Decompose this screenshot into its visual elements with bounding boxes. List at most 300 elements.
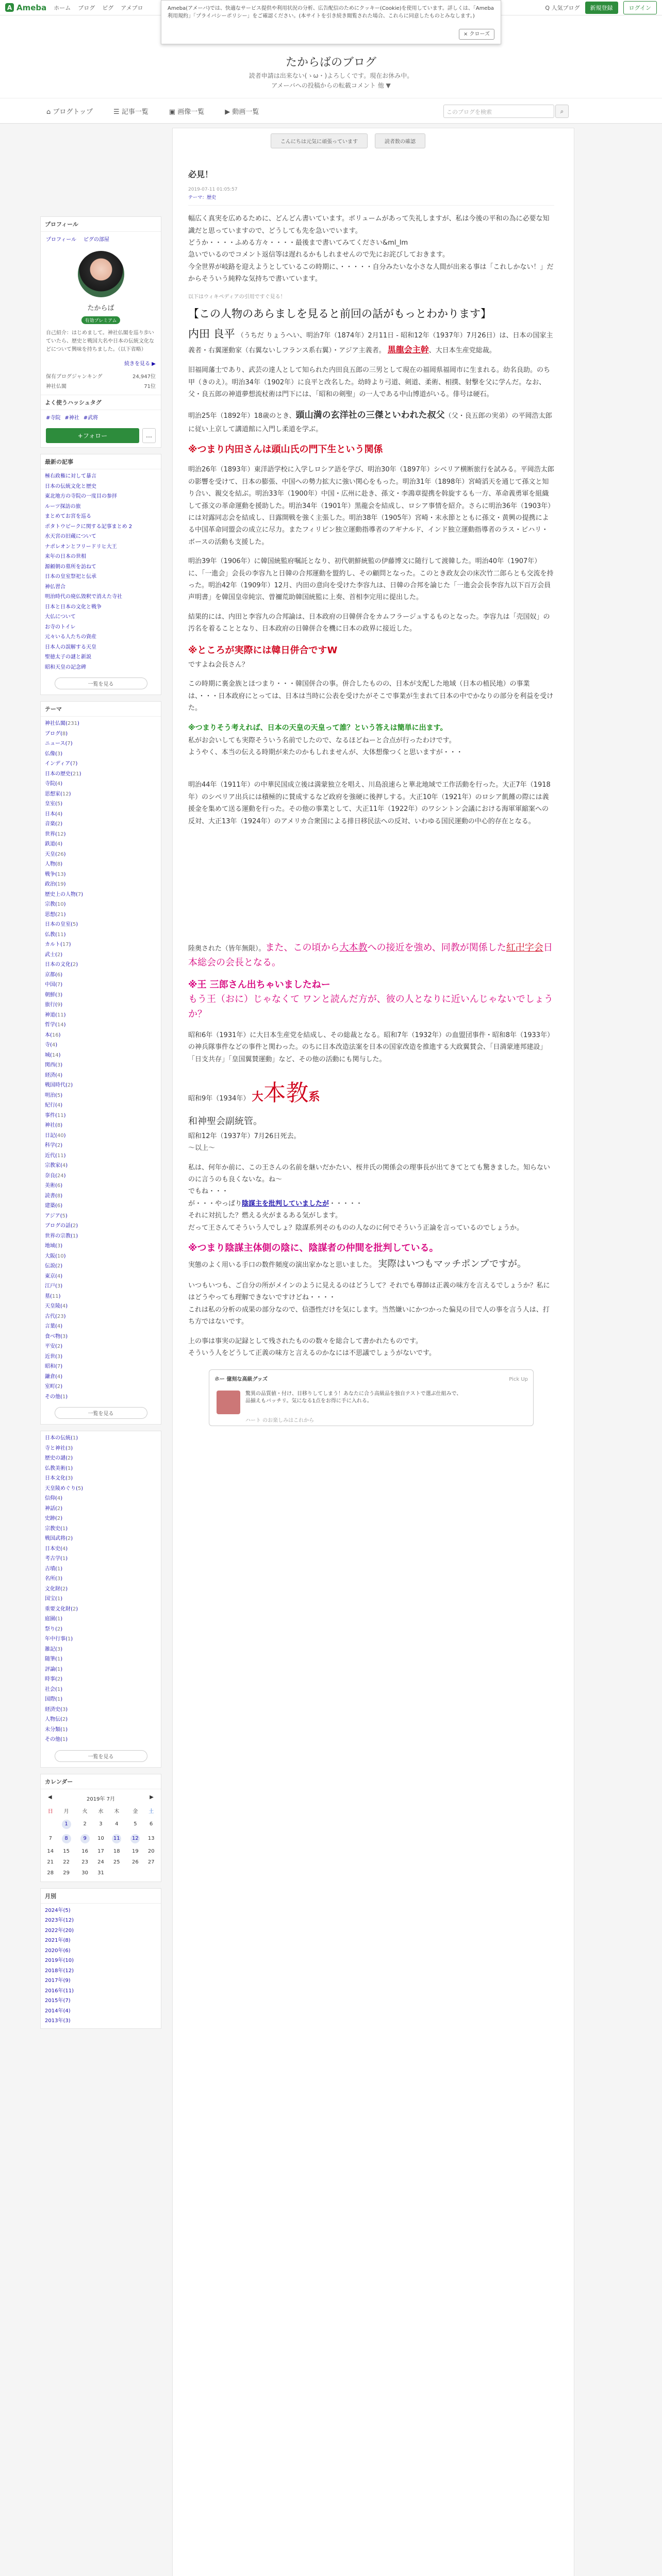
list-item[interactable]: 科学(2)	[45, 1143, 63, 1148]
recent-more-button[interactable]: 一覧を見る	[55, 677, 147, 689]
list-item[interactable]: 建築(6)	[45, 1203, 63, 1209]
genre-ranking-label: 神社仏閣	[46, 384, 67, 389]
profile-tab[interactable]: プロフィール	[46, 237, 76, 243]
list-item[interactable]: 事件(11)	[45, 1112, 66, 1118]
highlight-red-link[interactable]: 紅卍字会	[506, 942, 543, 954]
paragraph-text: 私は、何年か前に、この王さんの名前を継いだかたい、桜井氏の関係会の理事長が出てきてとても驚きました。知らないのに言うのも良くないな。ね～	[188, 1163, 551, 1183]
list-item[interactable]: 時事(2)	[45, 1676, 63, 1682]
list-item[interactable]: ニュース(7)	[45, 741, 73, 747]
list-item[interactable]: アジア(5)	[45, 1213, 68, 1219]
list-item[interactable]: 日本文化(3)	[45, 1476, 73, 1481]
list-item-label: 城	[45, 1052, 50, 1058]
blog-search-input[interactable]: このブログを検索	[443, 105, 554, 118]
list-item[interactable]: 世界の宗教(1)	[45, 1233, 78, 1239]
blog-title[interactable]: たからばのブログ	[285, 56, 376, 69]
profile-name[interactable]: たからば	[87, 304, 114, 312]
nav-article-list[interactable]	[113, 106, 148, 116]
list-item[interactable]: 雑記(3)	[45, 1646, 63, 1652]
calendar-day-number[interactable]: 12	[130, 1834, 140, 1843]
list-item[interactable]: 日本の伝統文化と歴史	[45, 483, 96, 489]
calendar-day-number[interactable]: 8	[62, 1834, 71, 1843]
list-item-count: 5	[62, 1213, 65, 1219]
list-item[interactable]: 世界(12)	[45, 831, 66, 837]
list-item[interactable]: 戦争(13)	[45, 871, 66, 877]
list-item[interactable]: 神話(2)	[45, 1505, 63, 1512]
list-item[interactable]: 日本の皇室祭祀と伝承	[45, 574, 96, 580]
list-item[interactable]: 関西(3)	[45, 1062, 63, 1068]
highlight-pink-link[interactable]: 大本教	[339, 942, 368, 954]
list-item-count: 1	[57, 1566, 61, 1572]
list-item[interactable]: 平安(2)	[45, 1344, 63, 1349]
list-item[interactable]: 古代(23)	[45, 1313, 66, 1319]
list-item[interactable]: 日記(40)	[45, 1132, 66, 1139]
list-item[interactable]: 極右政権に対して暴言	[45, 473, 96, 479]
list-item[interactable]: ルーツ探訪の旅	[45, 503, 81, 510]
blog-description-line2: アメーバへの投稿からの転載コメント 他 ▼	[271, 82, 391, 90]
cookie-banner-text: Ameba(アメーバ)では、快適なサービス提供や利用状況の分析、広告配信のためにクッキー(Cookie)を使用しています。詳しくは、「Ameba利用規約」「プライバシーポリシー」をご確認ください。(本サイトを引き続き閲覧された場合、これらに同意したものとみなします。)	[168, 6, 494, 19]
list-item[interactable]: 日本の伝統(1)	[45, 1435, 78, 1441]
list-item[interactable]: 源頼朝の墓所を訪ねて	[45, 564, 96, 570]
calendar-weekday: 水	[98, 1808, 104, 1815]
calendar-day-number: 28	[47, 1870, 54, 1876]
ameba-logo-text: Ameba	[16, 3, 47, 12]
list-item[interactable]: 日本の皇室(5)	[45, 922, 78, 927]
list-item-label: 名所	[45, 1576, 55, 1582]
list-item[interactable]: 国際(1)	[45, 1697, 63, 1702]
list-item[interactable]: 東北地方の寺院の一度目の参拝	[45, 494, 117, 499]
calendar-day-number: 26	[132, 1859, 139, 1865]
article-theme[interactable]: テーマ：歴史	[188, 195, 217, 200]
article-paragraph	[188, 1256, 554, 1273]
list-item[interactable]: 政治(19)	[45, 882, 66, 887]
list-item[interactable]: 音楽(2)	[45, 821, 63, 827]
list-item-label: 鎌倉	[45, 1374, 55, 1380]
list-item-count: 7	[67, 741, 71, 747]
list-item-count: 17	[62, 942, 69, 947]
list-item-count: 14	[57, 1022, 64, 1028]
list-item[interactable]: 大仏について	[45, 614, 76, 620]
popular-blog-link[interactable]: Q 人気ブログ	[545, 4, 580, 11]
list-item[interactable]: 人物(8)	[45, 861, 63, 867]
list-item[interactable]: お寺のトイレ	[45, 624, 76, 630]
global-nav-home[interactable]: ホーム	[54, 4, 71, 11]
list-item[interactable]: 2014年(4)	[45, 2008, 71, 2014]
highlight-note: ※王 三郎さん出ちゃいましたねー	[188, 979, 330, 990]
list-item-count: 6	[57, 1203, 61, 1209]
calendar-day	[57, 1857, 76, 1868]
list-item-count: 2	[72, 962, 76, 968]
list-item-count: 24	[57, 1173, 64, 1179]
list-item-label: 世界	[45, 831, 55, 837]
calendar-day[interactable]	[126, 1832, 144, 1846]
list-item-label: 経済	[45, 1072, 55, 1078]
hashtag-item[interactable]: #神社	[64, 415, 79, 421]
list-item[interactable]: 2018年(12)	[45, 1968, 74, 1974]
list-item-count: 2	[57, 1384, 61, 1389]
paragraph-text: ・・・・・	[329, 1199, 363, 1208]
list-item[interactable]: 宗教家(4)	[45, 1163, 68, 1168]
list-item[interactable]: 思想(21)	[45, 911, 66, 918]
list-item[interactable]: カルト(17)	[45, 942, 71, 947]
list-item[interactable]: 評論(1)	[45, 1666, 63, 1672]
list-item[interactable]: 昭和(7)	[45, 1364, 63, 1369]
list-item[interactable]: ブログ(8)	[45, 731, 68, 737]
prev-month-icon[interactable]: ◀	[48, 1794, 52, 1800]
list-item[interactable]: 近世(3)	[45, 1353, 63, 1360]
calendar-day-number[interactable]: 9	[80, 1834, 90, 1843]
list-item-count: 2	[62, 1586, 66, 1592]
list-item[interactable]: 朝鮮(3)	[45, 992, 63, 998]
list-item[interactable]: 歴史の謎(2)	[45, 1455, 73, 1461]
archive-list	[41, 1904, 161, 2028]
calendar-day-number: 31	[97, 1870, 104, 1876]
list-item-count: 3	[62, 1333, 66, 1340]
list-item[interactable]: 2019年(10)	[45, 1958, 74, 1963]
paragraph-text: 今全世界が岐路を迎えようとしているこの時期に、・・・・・自分みたいな小さな人間が出来る事は「これしかない！」だからそういう純粋な気持ちで書いています。	[188, 263, 554, 283]
global-nav-blog[interactable]: ブログ	[78, 4, 95, 11]
paragraph-text: が・・・やっぱり	[188, 1199, 242, 1208]
list-item[interactable]: 重要文化財(2)	[45, 1606, 78, 1612]
calendar-day	[44, 1857, 57, 1868]
list-item-count: 5	[57, 801, 61, 807]
search-icon[interactable]: ⌕	[555, 105, 569, 118]
list-item[interactable]: 神道(11)	[45, 1012, 66, 1018]
list-item[interactable]: 哲学(14)	[45, 1022, 66, 1028]
ad-card-sub: Pick Up	[509, 1377, 528, 1383]
list-item[interactable]: 日本人の誤解する天皇	[45, 644, 96, 650]
list-item-count: 2	[57, 1344, 61, 1349]
next-month-icon[interactable]: ▶	[150, 1794, 154, 1800]
list-item-count: 3	[67, 1476, 71, 1481]
wiki-note: 以下はウィキペディアの引用ですぐ見る！	[188, 294, 286, 300]
list-item-label: 文化財	[45, 1586, 60, 1592]
list-item[interactable]: 寺と神社(3)	[45, 1445, 73, 1451]
calendar-weekday: 火	[82, 1808, 88, 1815]
list-item[interactable]: 日本史(4)	[45, 1546, 68, 1552]
list-item[interactable]: 東京(4)	[45, 1273, 63, 1279]
list-item-count: 5	[57, 1092, 61, 1098]
reader-check-tab[interactable]: 読者数の確認	[375, 133, 425, 148]
list-item[interactable]: 戦国時代(2)	[45, 1082, 73, 1088]
calendar-weekday: 木	[114, 1808, 120, 1815]
list-item-count: 5	[72, 922, 76, 927]
calendar-day	[144, 1846, 158, 1857]
list-item[interactable]: 庭園(1)	[45, 1616, 63, 1622]
ameba-logo[interactable]	[5, 3, 46, 12]
list-item[interactable]: 天皇陵(4)	[45, 1303, 68, 1309]
list-item[interactable]: 宗教(10)	[45, 902, 66, 907]
list-item[interactable]: 神社仏閣(231)	[45, 721, 79, 726]
list-item[interactable]: 墓(11)	[45, 1293, 61, 1299]
paragraph-text: 上の事は事実の記録として残されたものの数々を総合して書かれたものです。	[188, 1337, 422, 1345]
list-item-label: 戦国武将	[45, 1536, 65, 1541]
list-item[interactable]: 日本と日本の文化と戦争	[45, 604, 102, 610]
list-item-label: 哲学	[45, 1022, 55, 1028]
global-nav-ameblo[interactable]: アメブロ	[121, 4, 143, 11]
list-item[interactable]: 名所(3)	[45, 1576, 63, 1582]
sidebar	[40, 216, 161, 2035]
list-item-count: 2	[67, 1455, 71, 1461]
list-item-count: 3	[57, 992, 61, 998]
list-item[interactable]: 鎌倉(4)	[45, 1374, 63, 1380]
list-item[interactable]: 文化財(2)	[45, 1586, 68, 1592]
list-item-count: 1	[57, 1686, 61, 1692]
highlight-green: ※つまりそう考えれば、日本の天皇の天皇って誰？という答えは簡単に出ます。	[188, 723, 448, 732]
list-item[interactable]: 人物伝(2)	[45, 1717, 68, 1722]
global-nav-pigg[interactable]: ピグ	[102, 4, 114, 11]
list-item-label: 関西	[45, 1062, 55, 1068]
list-item[interactable]: 考古学(1)	[45, 1556, 68, 1562]
calendar-day[interactable]	[57, 1832, 76, 1846]
list-item[interactable]: 城(14)	[45, 1052, 61, 1058]
article-paragraph	[188, 213, 554, 285]
list-item[interactable]: その他(1)	[45, 1737, 68, 1742]
list-item-count: 2	[67, 1082, 71, 1088]
list-item[interactable]: 寺院(4)	[45, 781, 63, 787]
list-item-count: 2	[57, 821, 61, 827]
list-item[interactable]: 社会(1)	[45, 1686, 63, 1692]
nav-blog-top-label: ブログトップ	[53, 108, 93, 116]
list-item[interactable]: 古墳(1)	[45, 1566, 63, 1572]
list-item[interactable]: 随筆(1)	[45, 1656, 63, 1662]
list-item[interactable]: 言葉(4)	[45, 1324, 63, 1329]
list-item[interactable]: 経済史(3)	[45, 1706, 68, 1713]
list-item[interactable]: 信仰(4)	[45, 1496, 63, 1501]
calendar-day-number[interactable]: 1	[62, 1820, 71, 1829]
list-item[interactable]: 明治(5)	[45, 1092, 63, 1098]
list-item[interactable]: まとめてお宮を巡る	[45, 514, 91, 519]
nav-image-list[interactable]	[169, 106, 204, 116]
list-item[interactable]: 天皇陵めぐり(5)	[45, 1485, 84, 1492]
pigg-room-tab[interactable]: ピグの部屋	[84, 237, 109, 243]
main-content	[172, 128, 574, 2576]
list-item[interactable]: 皇室(5)	[45, 801, 63, 807]
list-item[interactable]: 旅行(9)	[45, 1002, 63, 1008]
list-item[interactable]: 日本(4)	[45, 811, 63, 817]
list-item-count: 2	[57, 1263, 61, 1269]
list-item[interactable]: 2024年(5)	[45, 1907, 71, 1913]
paragraph-text: 陸奥	[188, 945, 202, 953]
list-item[interactable]: 地域(3)	[45, 1243, 63, 1249]
list-item[interactable]: 2015年(7)	[45, 1998, 71, 2004]
calendar-day-number[interactable]: 11	[112, 1834, 121, 1843]
calendar-weekday: 金	[133, 1808, 138, 1815]
list-item[interactable]: 戦国武将(2)	[45, 1536, 73, 1541]
list-item[interactable]: 2021年(8)	[45, 1938, 71, 1943]
more-menu-button[interactable]: …	[142, 428, 156, 443]
list-item[interactable]: 2013年(3)	[45, 2018, 71, 2024]
list-item[interactable]: ブログの話(2)	[45, 1223, 78, 1229]
list-item[interactable]: ポタトウビークに関する記事まとめ 2	[45, 523, 133, 530]
blog-description	[0, 71, 662, 91]
list-item-count: 3	[57, 751, 61, 757]
list-item[interactable]: 伝説(2)	[45, 1263, 63, 1269]
list-item[interactable]: 未分類(1)	[45, 1726, 68, 1733]
list-item[interactable]: 天皇(26)	[45, 851, 66, 857]
greeting-tab[interactable]: こんにちは元気に頑張っています	[271, 133, 368, 148]
ad-card-text: 驚異の品質値・付け、目移りしてしまう！あなたに合う高級品を独自テストで選ぶ仕組みで、品揃えもバッチリ。気になる1点をお得に手に入れる。	[245, 1391, 462, 1404]
list-item[interactable]: 食べ物(3)	[45, 1333, 68, 1340]
list-item-label: 食べ物	[45, 1333, 60, 1340]
list-item[interactable]: 元々いる人たちの資産	[45, 634, 96, 640]
profile-more-link[interactable]: 続きを見る ▶	[124, 361, 156, 367]
article-paragraph	[188, 1280, 554, 1328]
home-icon: ⌂	[46, 108, 53, 116]
calendar-day-number: 19	[132, 1848, 139, 1854]
paragraph-text: それに対抗した？燃える火がまるある気がします。	[188, 1212, 342, 1220]
highlight-red: 黒龍会主幹	[387, 344, 429, 354]
list-item-count: 8	[57, 861, 61, 867]
calendar-day	[144, 1868, 158, 1878]
list-item-count: 7	[57, 982, 61, 988]
paragraph-text: 和神聖会副統管。	[188, 1116, 262, 1127]
list-item-count: 2	[62, 1717, 66, 1722]
highlight-bold-blue: 陰謀主を批判していましたが	[242, 1199, 329, 1208]
list-item-count: 11	[52, 1293, 59, 1299]
list-item[interactable]: 水天宮の旧蔵について	[45, 534, 96, 539]
list-item[interactable]: 神社(8)	[45, 1123, 63, 1128]
article-paragraph	[188, 1335, 554, 1360]
list-item[interactable]: 奈良(24)	[45, 1173, 66, 1179]
list-item[interactable]: 歴史上の人物(7)	[45, 891, 84, 897]
calendar-day	[76, 1846, 94, 1857]
list-item[interactable]: 読書(8)	[45, 1193, 63, 1199]
list-item-label: ニュース	[45, 741, 65, 747]
list-item-count: 8	[57, 1123, 61, 1128]
list-item[interactable]: 聖徳太子の謎と新説	[45, 654, 91, 660]
list-item[interactable]: 仏教(11)	[45, 931, 66, 938]
paragraph-text: どうか・・・・ふめる方々・・・・最後まで書いてみてください&ml_lm	[188, 239, 408, 247]
list-item[interactable]: 中国(7)	[45, 982, 63, 988]
calendar-day	[126, 1846, 144, 1857]
list-item[interactable]: 国宝(1)	[45, 1596, 63, 1602]
calendar-day-number: 21	[47, 1859, 54, 1865]
list-item-count: 3	[57, 1243, 61, 1249]
list-item[interactable]: 仏教美術(1)	[45, 1465, 73, 1471]
list-item-count: 4	[62, 1303, 66, 1309]
list-item[interactable]: 昭和天皇の記念碑	[45, 664, 86, 670]
list-item[interactable]: 京都(6)	[45, 972, 63, 978]
themes2-more-button[interactable]: 一覧を見る	[55, 1750, 147, 1762]
paragraph-text: そういう人をどうして正義の味方と言えるのかなには不思議でしょうがないです。	[188, 1349, 436, 1358]
list-item[interactable]: 宗教史(1)	[45, 1526, 68, 1532]
nav-blog-top[interactable]	[46, 106, 93, 116]
paragraph-text: これは私の分析の成果の部分なので、信憑性だけを気にします。当然嫌いにかつかった偏見の目で人の事を言う人は、打ち方ではないです。	[188, 1306, 550, 1326]
profile-bio: 自己紹介：はじめまして。神社仏閣を巡り歩いていたら、歴史と戦国大名や日本の伝統文化などについて興味を持ちました。（以下省略）	[46, 330, 154, 352]
avatar[interactable]	[78, 251, 124, 297]
list-item[interactable]: 江戸(3)	[45, 1283, 63, 1289]
themes-more-button[interactable]: 一覧を見る	[55, 1407, 147, 1419]
paragraph-text: 明治25年（1892年）18歳のとき、	[188, 412, 296, 420]
list-item[interactable]: 祭り(2)	[45, 1626, 63, 1632]
list-item-label: 古墳	[45, 1566, 55, 1572]
list-item[interactable]: 大阪(10)	[45, 1253, 66, 1259]
highlight-note: ※ところが実際には韓日併合ですW	[188, 645, 338, 656]
list-item[interactable]: 仏像(3)	[45, 751, 63, 757]
nav-video-list[interactable]	[225, 106, 259, 116]
list-item-count: 1	[57, 1697, 61, 1702]
signup-button[interactable]: 新規登録	[585, 2, 618, 14]
list-item[interactable]: 近代(11)	[45, 1153, 66, 1159]
calendar-day[interactable]	[76, 1832, 94, 1846]
ad-card-image	[217, 1391, 240, 1414]
list-item-label: 日本の伝統	[45, 1435, 71, 1441]
list-item-label: 年中行事	[45, 1636, 65, 1642]
list-item[interactable]: 神仏習合	[45, 584, 65, 590]
list-item[interactable]: 2023年(12)	[45, 1918, 74, 1923]
list-item[interactable]: 武士(2)	[45, 952, 63, 958]
list-item[interactable]: 明治時代の廃仏毀釈で消えた寺社	[45, 594, 122, 600]
calendar-day-number: 16	[81, 1848, 89, 1854]
list-item[interactable]: 室町(2)	[45, 1384, 63, 1389]
ranking-row[interactable]	[41, 371, 161, 381]
list-item[interactable]: 2020年(6)	[45, 1947, 71, 1954]
list-item-count: 1	[57, 1656, 61, 1662]
article-paragraph: 明治26年（1893年）東洋語学校に入学しロシア語を学び、明治30年（1897年）シベリア横断旅行を試みる。平岡浩太郎の影響を受けて、日本の膨張、中国への勢力拡大に強い関心をもった。明治31年（1898年）宮崎滔天を通じて孫文と知り合い、親交を結ぶ。明治33年（1900年）中国・広州に赴き、孫文・李鴻章提携を斡旋するも一方、革命義勇軍を組織して孫文の革命運動を援助した。明治34年（1901年）黒龍会を結成し、ロシア事情を紹介。さらに明治36年（1903年）には対露同志会を結成し、日露開戦を強く主張した。明治38年（1905年）宮崎・末永節とともに孫文・黄興の提携による中国革命同盟会の成立に尽力。またフィリピン独立運動指導者のアギナルド、インド独立運動指導者のラス・ビハリ・ボースの活動も支援した。	[188, 466, 554, 546]
paragraph-text: いつもいつも、ご自分の所がメインのように見えるのはどうして？それでも尊師は正義の味方を言えるでしょうか？私にはどうやっても理解できないですけどね・・・・	[188, 1282, 550, 1302]
list-item[interactable]: 日本の歴史(21)	[45, 771, 81, 777]
follow-button[interactable]: +フォロー	[46, 428, 139, 443]
paragraph-text: ですよね会長さん？	[188, 660, 249, 669]
list-item-count: 8	[57, 1193, 61, 1199]
highlight-pink: 日本総会の会長となる。	[188, 942, 553, 968]
hashtag-item[interactable]: #寺院	[46, 415, 61, 421]
highlight-note: ※つまり陰謀主体側の陰に、陰謀者の仲間を批判している。	[188, 1242, 439, 1253]
list-item[interactable]: その他(1)	[45, 1394, 68, 1400]
themes-box	[40, 701, 161, 1425]
calendar-day	[107, 1817, 126, 1832]
calendar-day[interactable]	[57, 1817, 76, 1832]
list-item-count: 1	[67, 1636, 71, 1642]
list-item[interactable]: 美術(6)	[45, 1183, 63, 1189]
list-item[interactable]: 2017年(9)	[45, 1978, 71, 1984]
article	[188, 163, 554, 1436]
list-item[interactable]: 寺(4)	[45, 1042, 58, 1048]
login-button[interactable]: ログイン	[623, 1, 657, 14]
hashtag-heading: よく使うハッシュタグ	[41, 395, 161, 410]
list-item[interactable]: 2016年(11)	[45, 1988, 74, 1994]
calendar-day	[57, 1868, 76, 1878]
genre-ranking-row[interactable]	[41, 381, 161, 391]
list-item[interactable]: 経済(4)	[45, 1072, 63, 1078]
list-item-label: 神社仏閣	[45, 721, 65, 726]
list-item-label: 平安	[45, 1344, 55, 1349]
list-item[interactable]: 史跡(2)	[45, 1516, 63, 1521]
cookie-close-button[interactable]: × クローズ	[459, 29, 494, 40]
list-item-count: 11	[57, 1153, 64, 1159]
article-title[interactable]: 必見！	[188, 170, 213, 179]
calendar-day-number: 24	[97, 1859, 104, 1865]
list-item[interactable]: 紀行(4)	[45, 1103, 63, 1108]
list-item[interactable]: 2022年(20)	[45, 1927, 74, 1934]
list-item[interactable]: 思想家(12)	[45, 791, 71, 797]
list-item[interactable]: 年中行事(1)	[45, 1636, 73, 1642]
calendar-day[interactable]	[107, 1832, 126, 1846]
calendar-day-number: 15	[63, 1848, 70, 1854]
ad-card[interactable]	[209, 1369, 534, 1426]
list-item[interactable]: 日本の文化(2)	[45, 962, 78, 968]
list-item[interactable]: 本(16)	[45, 1032, 61, 1038]
list-item[interactable]: 来年の日本の世相	[45, 554, 86, 560]
list-item[interactable]: インディア(7)	[45, 761, 78, 767]
hashtag-item[interactable]: #武将	[83, 415, 98, 421]
list-item[interactable]: 鉄道(4)	[45, 841, 63, 847]
list-item[interactable]: ナポレオンとフリードリヒ大王	[45, 544, 117, 550]
highlight-pink: への接近を強め、同教が関係した	[367, 942, 506, 954]
list-item-count: 40	[57, 1132, 64, 1139]
list-item-count: 2	[67, 1536, 71, 1541]
ad-card-footer: ハート のお楽しみはこれから	[245, 1418, 315, 1424]
